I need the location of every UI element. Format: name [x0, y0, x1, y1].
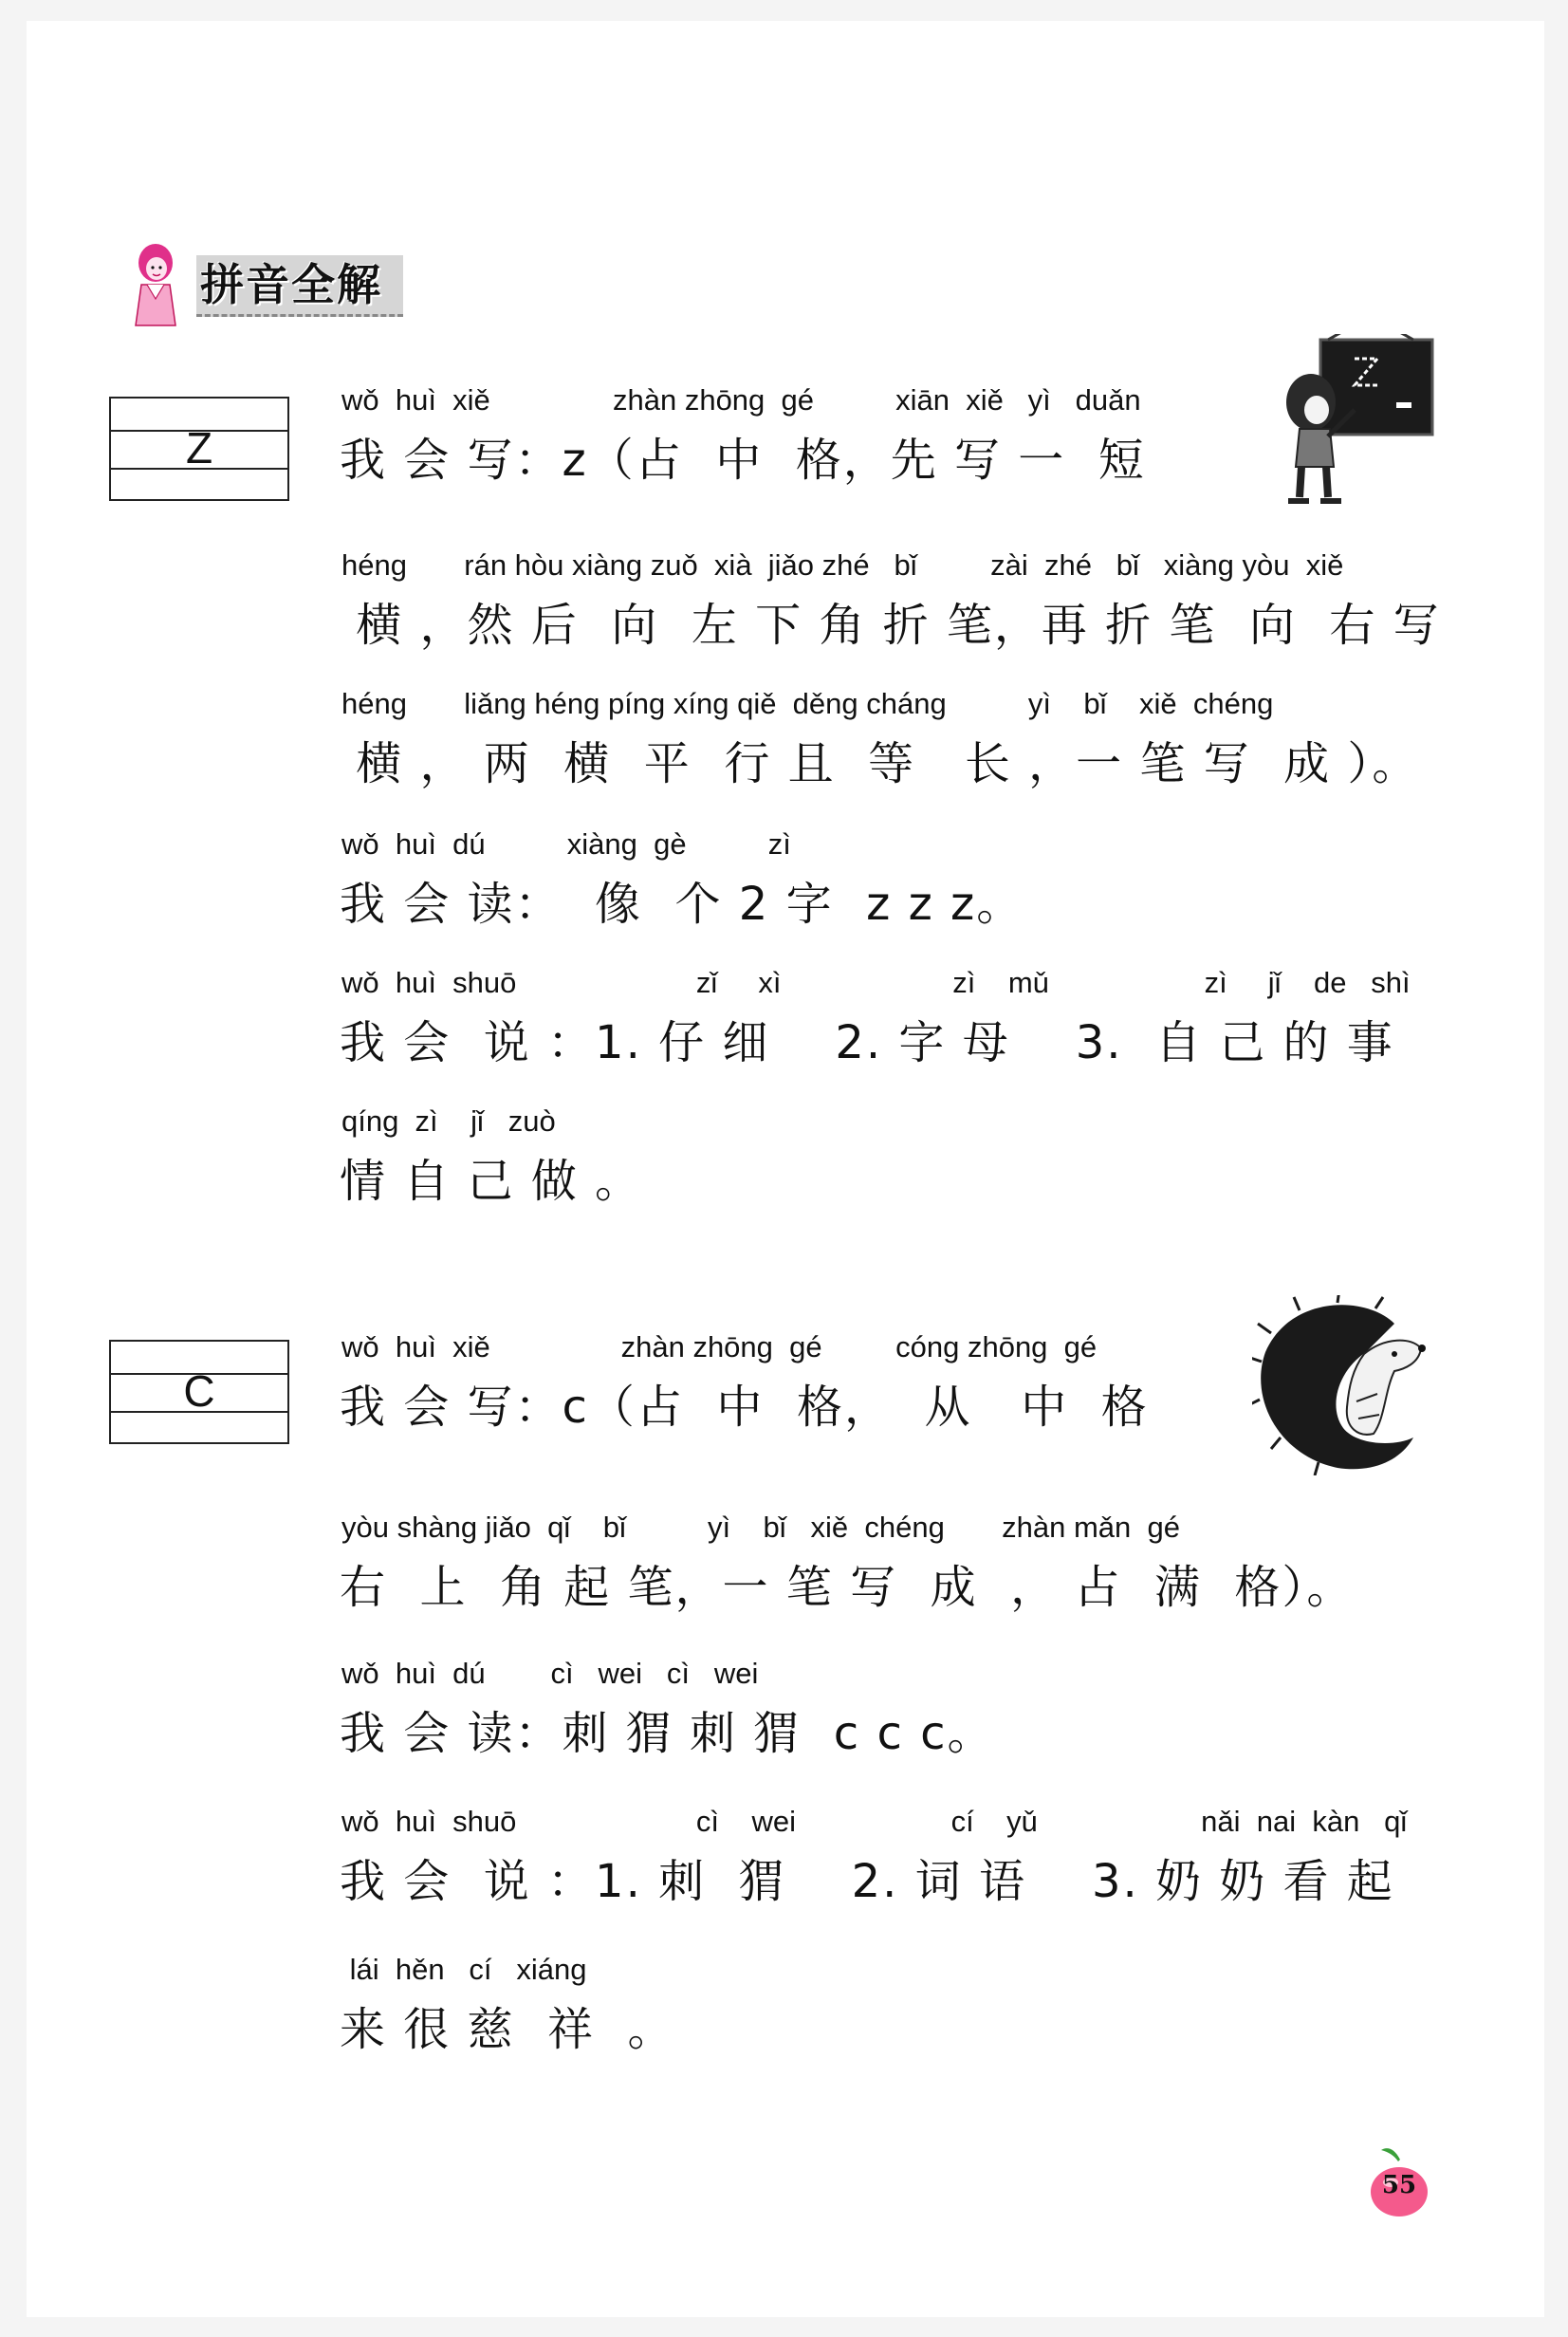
- hanzi-line: 我 会 说 ：1. 仔 细 2. 字 母 3. 自 己 的 事: [340, 1016, 1394, 1069]
- pinyin-line: wǒ huì xiě zhàn zhōng gé cóng zhōng gé: [341, 1330, 1098, 1363]
- hanzi-line: 我 会 读：刺 猬 刺 猬 c c c。: [340, 1707, 995, 1760]
- pinyin-line: wǒ huì shuō zǐ xì zì mǔ zì jǐ de shì: [341, 966, 1411, 999]
- pinyin-line: lái hěn cí xiáng: [341, 1953, 587, 1986]
- letter-z: Z: [185, 423, 213, 473]
- hanzi-line: 横 ，然 后 向 左 下 角 折 笔，再 折 笔 向 右 写: [340, 599, 1441, 652]
- pinyin-line: wǒ huì dú cì wei cì wei: [341, 1657, 759, 1690]
- section-header: [128, 242, 432, 337]
- page-number: 55: [1381, 2171, 1417, 2199]
- girl-mascot-icon: [128, 242, 183, 332]
- pinyin-line: yòu shàng jiǎo qǐ bǐ yì bǐ xiě chéng zhàn mǎn gé: [341, 1511, 1180, 1544]
- hanzi-line: 右 上 角 起 笔，一 笔 写 成 ， 占 满 格）。: [340, 1561, 1355, 1614]
- hanzi-line: 我 会 说 ：1. 刺 猬 2. 词 语 3. 奶 奶 看 起: [340, 1855, 1394, 1908]
- hanzi-line: 我 会 写：z（占 中 格，先 写 一 短: [340, 434, 1146, 487]
- header-title: 拼音全解: [200, 259, 382, 310]
- page-number-badge: [1366, 2144, 1432, 2220]
- hanzi-line: 我 会 读： 像 个 2 字 z z z。: [340, 878, 1024, 931]
- hanzi-line: 情 自 己 做 。: [340, 1155, 643, 1208]
- letter-grid-c: [109, 1340, 289, 1444]
- hanzi-line: 横 ， 两 横 平 行 且 等 长 ，一 笔 写 成 ）。: [340, 737, 1420, 790]
- letter-grid-z: [109, 397, 289, 501]
- letter-c: C: [183, 1366, 215, 1416]
- pinyin-line: qíng zì jǐ zuò: [341, 1104, 556, 1138]
- pinyin-line: wǒ huì xiě zhàn zhōng gé xiān xiě yì duǎn: [341, 383, 1141, 417]
- girl-at-blackboard-icon: [1271, 334, 1437, 510]
- pinyin-line: héng rán hòu xiàng zuǒ xià jiǎo zhé bǐ zài zhé bǐ xiàng yòu xiě: [341, 548, 1344, 582]
- pinyin-line: wǒ huì shuō cì wei cí yǔ nǎi nai kàn qǐ: [341, 1805, 1408, 1838]
- hedgehog-icon: [1252, 1295, 1428, 1475]
- hanzi-line: 来 很 慈 祥 。: [340, 2003, 675, 2056]
- pinyin-line: héng liǎng héng píng xíng qiě děng cháng yì bǐ xiě chéng: [341, 687, 1274, 720]
- pinyin-line: wǒ huì dú xiàng gè zì: [341, 827, 791, 861]
- hanzi-line: 我 会 写：c（占 中 格， 从 中 格: [340, 1381, 1149, 1434]
